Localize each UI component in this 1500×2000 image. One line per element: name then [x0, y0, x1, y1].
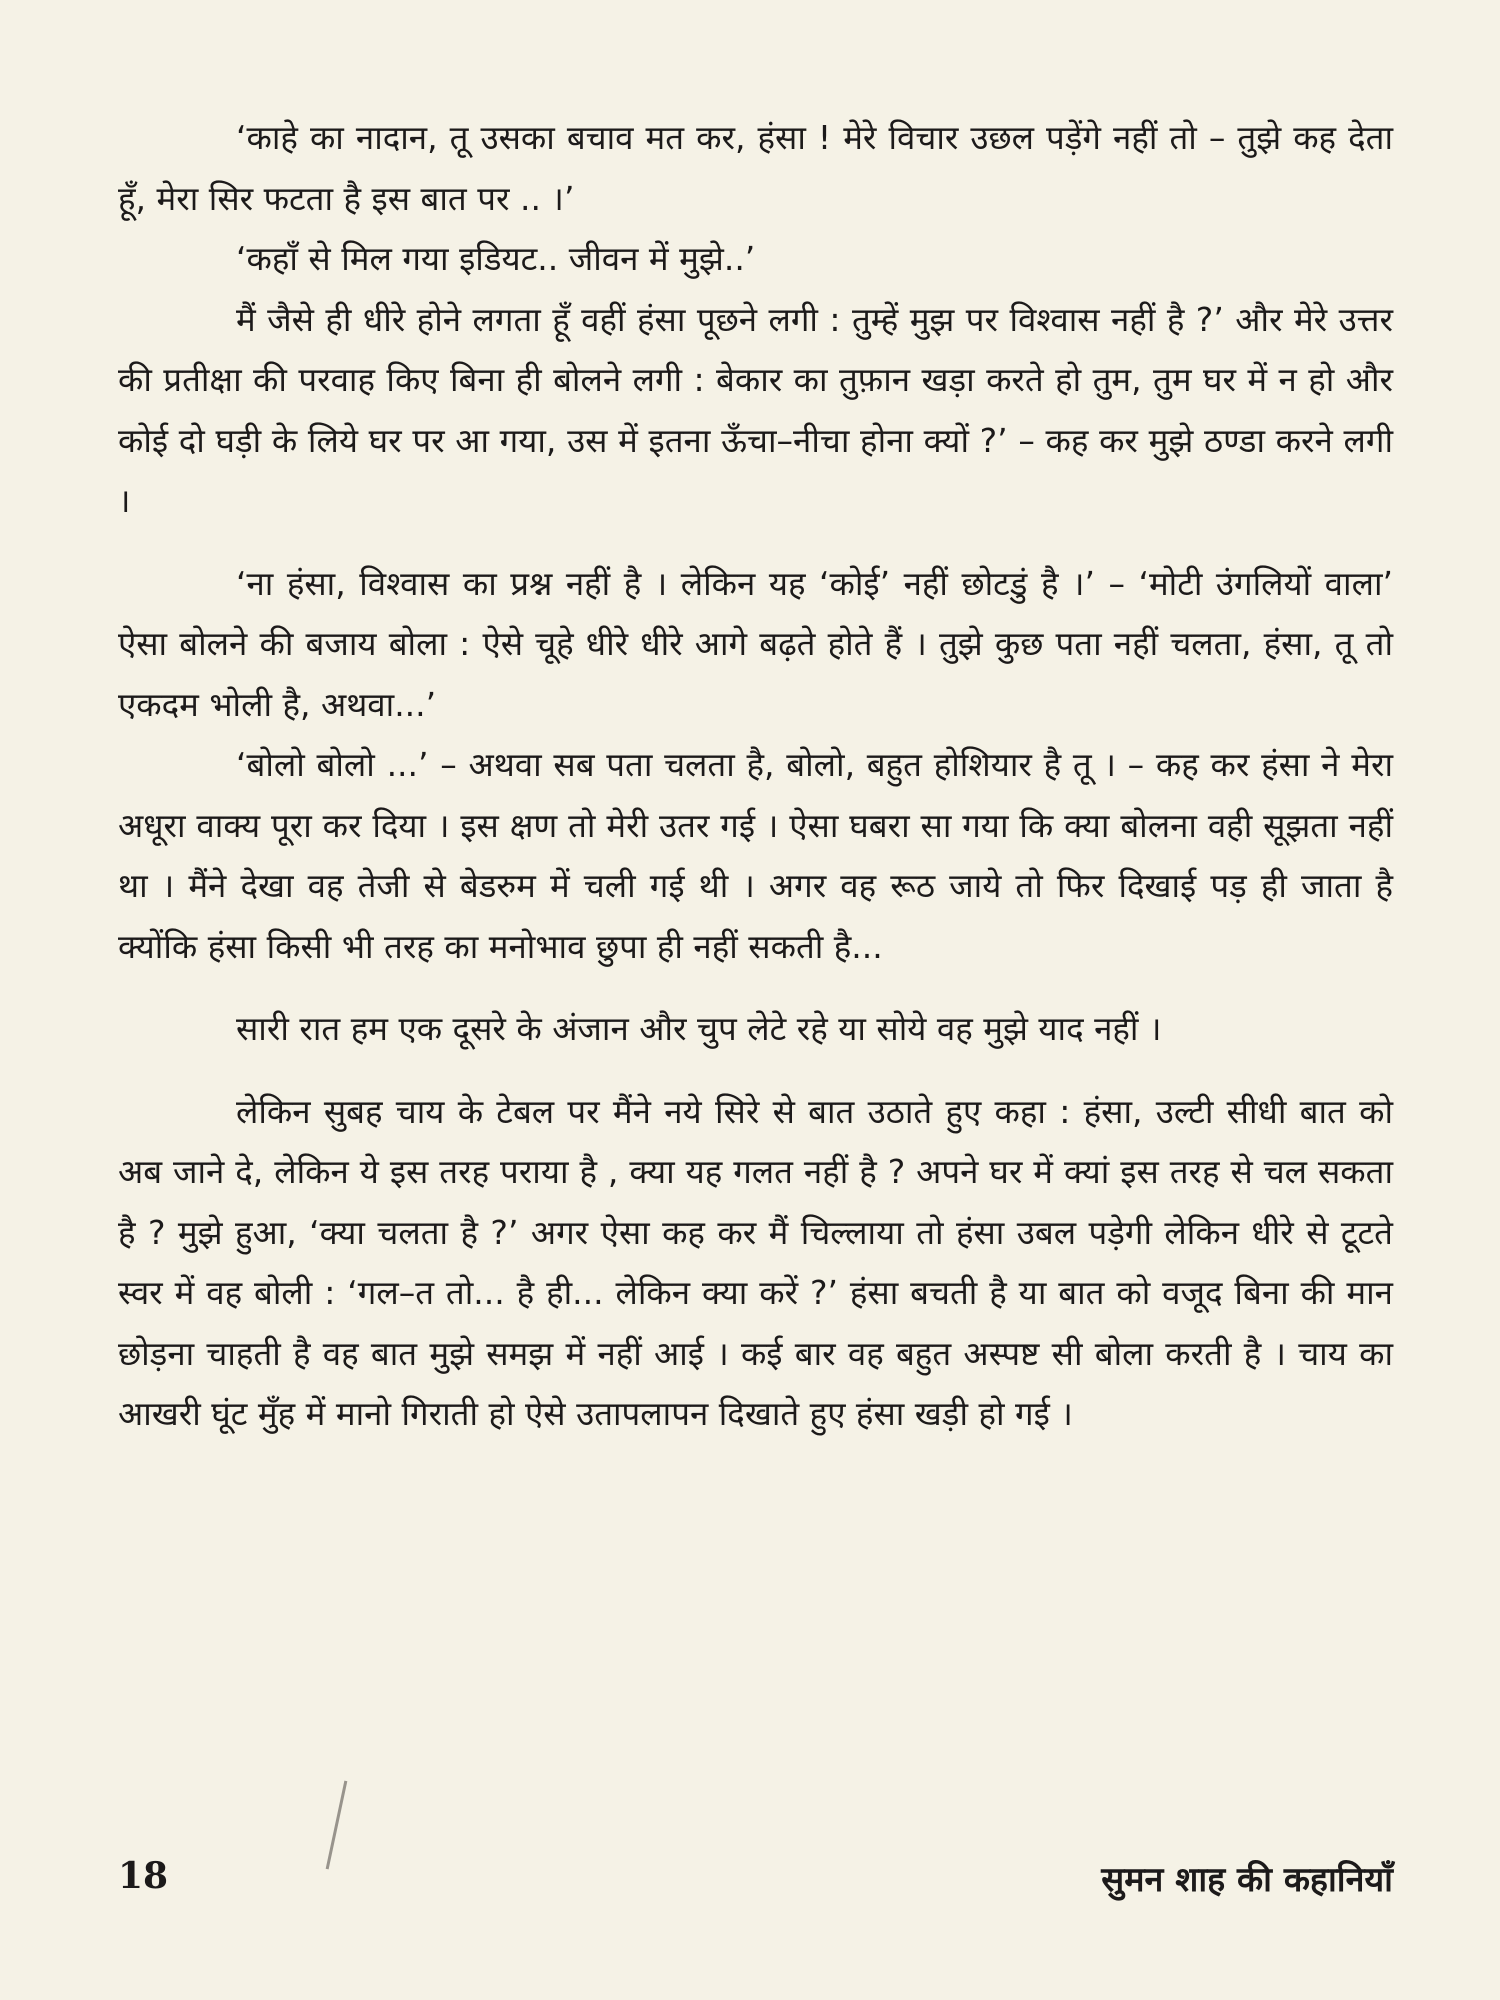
paragraph: सारी रात हम एक दूसरे के अंजान और चुप लेटे रहे या सोये वह मुझे याद नहीं । [236, 1009, 1162, 1048]
page-number: 18 [118, 1855, 169, 1897]
page-footer [118, 1855, 1393, 1905]
paragraph: मैं जैसे ही धीरे होने लगता हूँ वहीं हंसा पूछने लगी : तुम्हें मुझ पर विश्वास नहीं है ?’ और मेरे उत्तर की प्रतीक्षा की परवाह किए बिना ही बोलने लगी : बेकार का तुफ़ान खड़ा करते हो तुम, तुम घर में न हो और कोई दो घड़ी के लिये घर पर आ गया, उस में इतना ऊँचा–नीचा होना क्यों ?’ – कह कर मुझे ठण्डा करने लगी । [118, 299, 1393, 520]
paragraph: ‘ना हंसा, विश्वास का प्रश्न नहीं है । लेकिन यह ‘कोई’ नहीं छोटडुं है ।’ – ‘मोटी उंगलियों वाला’ ऐसा बोलने की बजाय बोला : ऐसे चूहे धीरे धीरे आगे बढ़ते होते हैं । तुझे कुछ पता नहीं चलता, हंसा, तू तो एकदम भोली है, अथवा...’ [118, 563, 1393, 724]
page-body [118, 108, 1393, 1445]
paragraph: ‘कहाँ से मिल गया इडियट.. जीवन में मुझे..’ [236, 239, 756, 278]
running-title: सुमन शाह की कहानियाँ [1101, 1860, 1393, 1900]
paragraph: ‘काहे का नादान, तू उसका बचाव मत कर, हंसा ! मेरे विचार उछल पड़ेंगे नहीं तो – तुझे कह देता हूँ, मेरा सिर फटता है इस बात पर .. ।’ [118, 118, 1393, 218]
paragraph: ‘बोलो बोलो ...’ – अथवा सब पता चलता है, बोलो, बहुत होशियार है तू । – कह कर हंसा ने मेरा अधूरा वाक्य पूरा कर दिया । इस क्षण तो मेरी उतर गई । ऐसा घबरा सा गया कि क्या बोलना वही सूझता नहीं था । मैंने देखा वह तेजी से बेडरुम में चली गई थी । अगर वह रूठ जाये तो फिर दिखाई पड़ ही जाता है क्योंकि हंसा किसी भी तरह का मनोभाव छुपा ही नहीं सकती है... [118, 745, 1393, 966]
paragraph: लेकिन सुबह चाय के टेबल पर मैंने नये सिरे से बात उठाते हुए कहा : हंसा, उल्टी सीधी बात को अब जाने दे, लेकिन ये इस तरह पराया है , क्या यह गलत नहीं है ? अपने घर में क्यां इस तरह से चल सकता है ? मुझे हुआ, ‘क्या चलता है ?’ अगर ऐसा कह कर मैं चिल्लाया तो हंसा उबल पड़ेगी लेकिन धीरे से टूटते स्वर में वह बोली : ‘गल–त तो... है ही... लेकिन क्या करें ?’ हंसा बचती है या बात को वजूद बिना की मान छोड़ना चाहती है वह बात मुझे समझ में नहीं आई । कई बार वह बहुत अस्पष्ट सी बोला करती है । चाय का आखरी घूंट मुँह में मानो गिराती हो ऐसे उतापलापन दिखाते हुए हंसा खड़ी हो गई । [118, 1091, 1393, 1433]
